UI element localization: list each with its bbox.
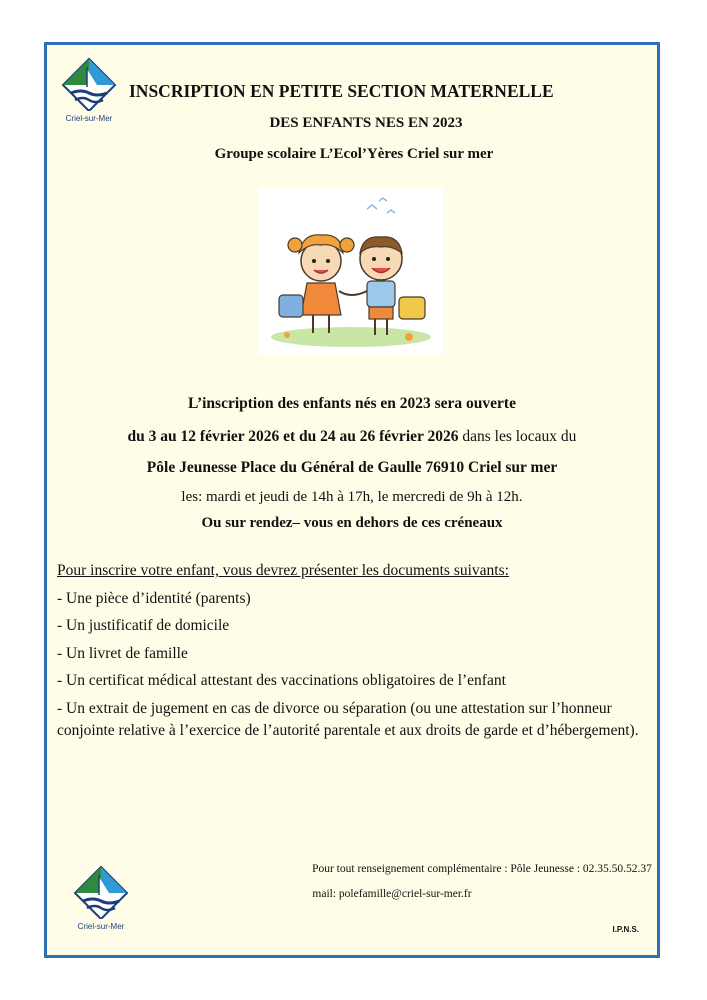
criel-logo-icon — [57, 57, 121, 111]
title-line-1: INSCRIPTION EN PETITE SECTION MATERNELLE — [129, 81, 554, 101]
address-line: Pôle Jeunesse Place du Général de Gaulle 76910 Criel sur mer — [146, 459, 558, 476]
document-item: - Un livret de famille — [57, 644, 188, 662]
children-holding-hands-image — [259, 187, 443, 355]
dates-line — [47, 428, 657, 446]
children-illustration — [259, 187, 443, 355]
poster-frame — [44, 42, 660, 958]
town-logo — [57, 57, 121, 123]
appointment-line: Ou sur rendez– vous en dehors de ces créneaux — [201, 515, 503, 531]
logo-caption: Criel-sur-Mer — [65, 114, 113, 123]
ipns-mark: I.P.N.S. — [612, 925, 639, 934]
document-item: - Un extrait de jugement en cas de divorce ou séparation (ou une attestation sur l’honneur conjointe relative à l’exercice de l’autorité parentale et aux droits de garde et d’hébergement). — [57, 699, 639, 739]
title-line-2: DES ENFANTS NES EN 2023 — [269, 115, 463, 131]
contact-phone: Pour tout renseignement complémentaire : Pôle Jeunesse : 02.35.50.52.37 — [312, 863, 652, 875]
opening-line: L’inscription des enfants nés en 2023 sera ouverte — [188, 395, 516, 412]
location-intro: dans les locaux du — [458, 428, 577, 445]
document-item: - Un certificat médical attestant des vaccinations obligatoires de l’enfant — [57, 672, 506, 689]
documents-intro: Pour inscrire votre enfant, vous devrez présenter les documents suivants: — [57, 562, 509, 579]
title-line-3: Groupe scolaire L’Ecol’Yères Criel sur mer — [214, 146, 494, 162]
document-item: - Un justificatif de domicile — [57, 617, 230, 634]
registration-dates: du 3 au 12 février 2026 et du 24 au 26 février 2026 — [127, 428, 459, 445]
document-item: - Une pièce d’identité (parents) — [57, 589, 251, 607]
hours-line: les: mardi et jeudi de 14h à 17h, le mercredi de 9h à 12h. — [181, 489, 523, 505]
documents-section — [57, 563, 649, 754]
logo-caption: Criel-sur-Mer — [77, 922, 125, 931]
contact-email: mail: polefamille@criel-sur-mer.fr — [312, 888, 472, 900]
